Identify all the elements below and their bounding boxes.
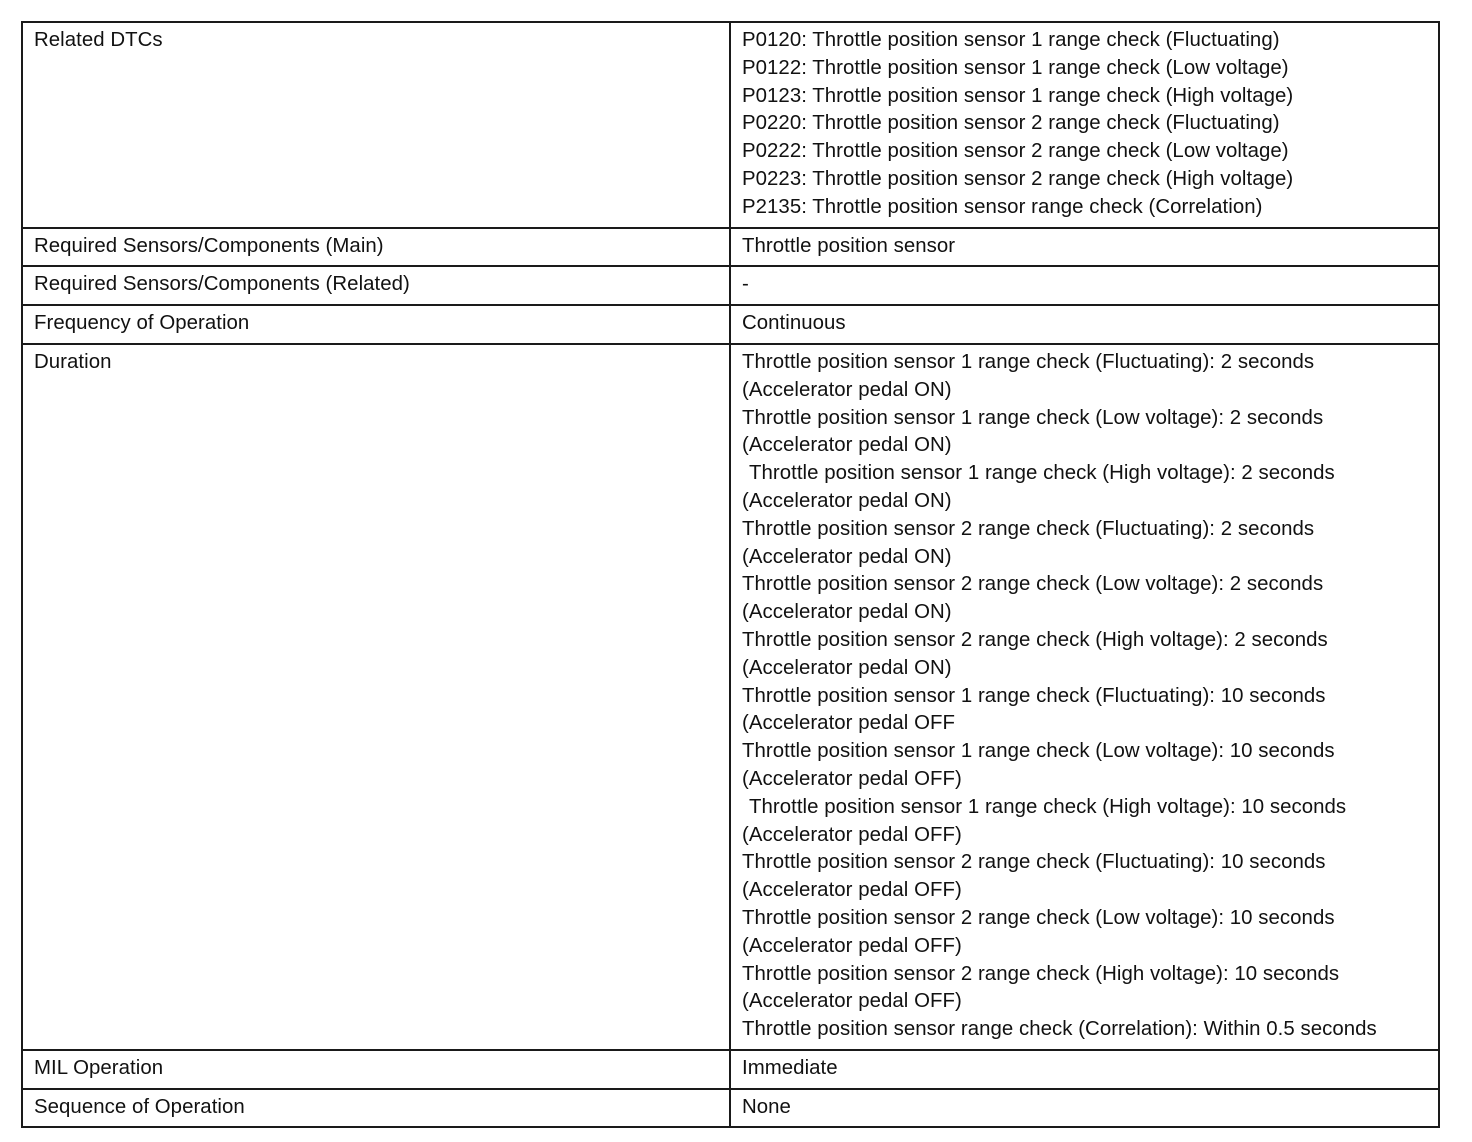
- spec-row-value: [730, 1089, 1439, 1128]
- spec-value-line: Throttle position sensor: [742, 234, 956, 257]
- spec-row-label: Related DTCs: [22, 22, 730, 228]
- spec-row: [22, 228, 1439, 267]
- spec-value-line: P0123: Throttle position sensor 1 range check (High voltage): [742, 84, 1294, 107]
- spec-value-line: Throttle position sensor 2 range check (High voltage): 10 seconds: [742, 962, 1340, 985]
- spec-table-body: [22, 22, 1439, 1127]
- spec-value-line: P2135: Throttle position sensor range check (Correlation): [742, 195, 1263, 218]
- spec-value-line: (Accelerator pedal ON): [742, 489, 952, 512]
- spec-value-line: (Accelerator pedal OFF): [742, 823, 962, 846]
- spec-value-line: (Accelerator pedal OFF): [742, 879, 962, 902]
- spec-row-label: Frequency of Operation: [22, 305, 730, 344]
- spec-row: [22, 305, 1439, 344]
- spec-row-label: Required Sensors/Components (Related): [22, 266, 730, 305]
- spec-value-line: -: [742, 273, 749, 296]
- spec-value-line: Throttle position sensor 1 range check (Fluctuating): 2 seconds: [742, 350, 1315, 373]
- spec-value-line: Throttle position sensor 2 range check (High voltage): 2 seconds: [742, 628, 1328, 651]
- spec-value-line: Throttle position sensor 2 range check (Low voltage): 2 seconds: [742, 573, 1324, 596]
- spec-value-line: (Accelerator pedal ON): [742, 545, 952, 568]
- spec-row-label: Duration: [22, 344, 730, 1050]
- spec-value-line: (Accelerator pedal ON): [742, 434, 952, 457]
- spec-value-line: P0223: Throttle position sensor 2 range check (High voltage): [742, 167, 1294, 190]
- monitor-spec-table: [21, 21, 1440, 1128]
- spec-value-line: Continuous: [742, 312, 846, 335]
- spec-value-line: (Accelerator pedal ON): [742, 656, 952, 679]
- spec-value-line: Throttle position sensor 1 range check (Low voltage): 2 seconds: [742, 406, 1324, 429]
- spec-value-line: P0222: Throttle position sensor 2 range check (Low voltage): [742, 140, 1289, 163]
- spec-value-line: Immediate: [742, 1056, 838, 1079]
- spec-value-line: (Accelerator pedal OFF): [742, 934, 962, 957]
- spec-value-line: Throttle position sensor 1 range check (Fluctuating): 10 seconds: [742, 684, 1326, 707]
- spec-value-line: Throttle position sensor range check (Correlation): Within 0.5 seconds: [742, 1018, 1377, 1041]
- spec-value-line: Throttle position sensor 2 range check (Fluctuating): 10 seconds: [742, 851, 1326, 874]
- spec-value-line: Throttle position sensor 1 range check (High voltage): 2 seconds: [749, 462, 1335, 485]
- spec-row: [22, 1050, 1439, 1089]
- spec-value-line: (Accelerator pedal ON): [742, 601, 952, 624]
- spec-row-value: [730, 1050, 1439, 1089]
- spec-row-value: [730, 305, 1439, 344]
- spec-value-line: Throttle position sensor 1 range check (Low voltage): 10 seconds: [742, 740, 1335, 763]
- spec-value-line: P0120: Throttle position sensor 1 range check (Fluctuating): [742, 29, 1280, 51]
- spec-row-value: [730, 228, 1439, 267]
- spec-value-line: P0122: Throttle position sensor 1 range check (Low voltage): [742, 56, 1289, 79]
- spec-row: [22, 22, 1439, 228]
- spec-row-value: [730, 344, 1439, 1050]
- spec-row-label: Sequence of Operation: [22, 1089, 730, 1128]
- spec-value-line: (Accelerator pedal OFF): [742, 990, 962, 1013]
- spec-value-line: None: [742, 1095, 791, 1118]
- spec-value-line: Throttle position sensor 1 range check (High voltage): 10 seconds: [749, 795, 1347, 818]
- spec-row-value: [730, 22, 1439, 228]
- spec-row-value: [730, 266, 1439, 305]
- spec-value-line: (Accelerator pedal OFF): [742, 767, 962, 790]
- spec-value-line: P0220: Throttle position sensor 2 range check (Fluctuating): [742, 112, 1280, 135]
- spec-value-line: (Accelerator pedal OFF: [742, 712, 956, 735]
- spec-row-label: MIL Operation: [22, 1050, 730, 1089]
- spec-value-line: (Accelerator pedal ON): [742, 378, 952, 401]
- spec-row: [22, 344, 1439, 1050]
- spec-value-line: Throttle position sensor 2 range check (Low voltage): 10 seconds: [742, 906, 1335, 929]
- spec-row: [22, 1089, 1439, 1128]
- spec-value-line: Throttle position sensor 2 range check (Fluctuating): 2 seconds: [742, 517, 1315, 540]
- spec-row-label: Required Sensors/Components (Main): [22, 228, 730, 267]
- spec-row: [22, 266, 1439, 305]
